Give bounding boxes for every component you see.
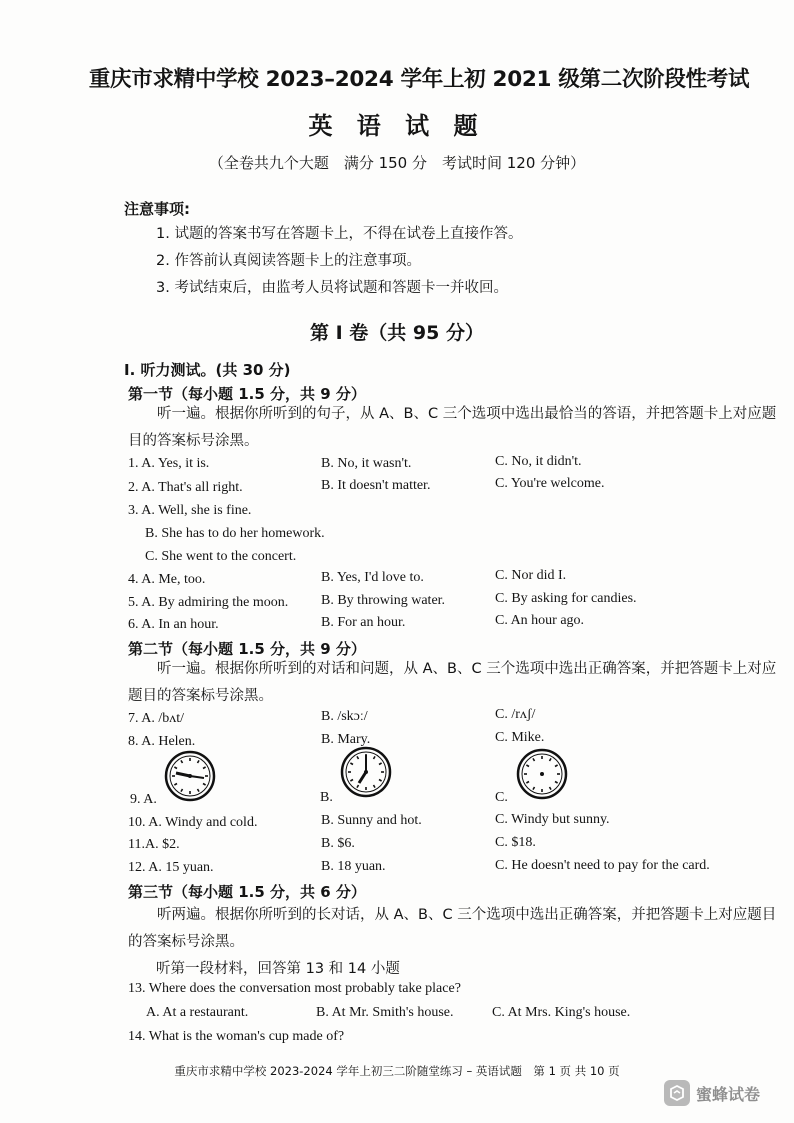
- option-b: B. Mary.: [321, 732, 371, 747]
- option-a: 3. A. Well, she is fine.: [128, 503, 252, 518]
- option-c: C. You're welcome.: [495, 476, 605, 491]
- option-c: C. Windy but sunny.: [495, 812, 610, 827]
- option-a: 12. A. 15 yuan.: [128, 860, 214, 875]
- option-c: C. /rʌʃ/: [495, 707, 536, 722]
- question-text: 14. What is the woman's cup made of?: [128, 1029, 345, 1044]
- option-a: 2. A. That's all right.: [128, 480, 243, 495]
- option-b: B. $6.: [321, 836, 355, 851]
- question-text: 13. Where does the conversation most probably take place?: [128, 981, 461, 996]
- option-b: B. She has to do her homework.: [145, 526, 325, 541]
- notice-item: 2. 作答前认真阅读答题卡上的注意事项。: [156, 253, 421, 269]
- notice-item: 1. 试题的答案书写在答题卡上，不得在试卷上直接作答。: [156, 226, 523, 242]
- option-a: 11.A. $2.: [128, 837, 180, 852]
- option-c: C. He doesn't need to pay for the card.: [495, 858, 710, 873]
- option-b: B.: [320, 790, 333, 805]
- option-a: A. At a restaurant.: [146, 1005, 249, 1020]
- option-b: B. /skɔː/: [321, 709, 368, 724]
- option-a: 4. A. Me, too.: [128, 572, 206, 587]
- option-c: C.: [495, 790, 508, 805]
- option-b: B. Yes, I'd love to.: [321, 570, 424, 585]
- subsection-heading: 第一节（每小题 1.5 分，共 9 分）: [128, 385, 366, 403]
- option-b: B. 18 yuan.: [321, 859, 386, 874]
- option-b: B. At Mr. Smith's house.: [316, 1005, 454, 1020]
- clock-icon: [516, 748, 568, 800]
- part-title: 第 I 卷（共 95 分）: [310, 322, 484, 344]
- option-b: B. Sunny and hot.: [321, 813, 422, 828]
- watermark: [664, 1080, 760, 1106]
- option-b: B. For an hour.: [321, 615, 406, 630]
- watermark-text: 蜜蜂试卷: [696, 1084, 761, 1104]
- page-footer: 重庆市求精中学校 2023-2024 学年上初三二阶随堂练习 – 英语试题 第 1 页 共 10 页: [174, 1064, 620, 1078]
- option-c: C. By asking for candies.: [495, 591, 637, 606]
- option-b: B. No, it wasn't.: [321, 456, 412, 471]
- instruction-text: 听两遍。根据你所听到的长对话，从 A、B、C 三个选项中选出正确答案，并把答题卡上对应题目的答案标号涂黑。: [128, 907, 777, 950]
- option-b: B. It doesn't matter.: [321, 478, 431, 493]
- subsection-heading: 第二节（每小题 1.5 分，共 9 分）: [128, 640, 366, 658]
- option-c: C. No, it didn't.: [495, 454, 582, 469]
- exam-title: 重庆市求精中学校 2023–2024 学年上初 2021 级第二次阶段性考试: [88, 67, 750, 92]
- option-c: C. Mike.: [495, 730, 545, 745]
- subsection-heading: 第三节（每小题 1.5 分，共 6 分）: [128, 883, 366, 901]
- option-a: 8. A. Helen.: [128, 734, 196, 749]
- option-a: 5. A. By admiring the moon.: [128, 595, 289, 610]
- option-c: C. An hour ago.: [495, 613, 585, 628]
- material-lead: 听第一段材料，回答第 13 和 14 小题: [156, 961, 400, 977]
- option-a: 7. A. /bʌt/: [128, 711, 185, 726]
- option-a: 10. A. Windy and cold.: [128, 815, 258, 830]
- option-a: 6. A. In an hour.: [128, 617, 219, 632]
- option-c: C. At Mrs. King's house.: [492, 1005, 631, 1020]
- option-a: 1. A. Yes, it is.: [128, 456, 210, 471]
- instruction-text: 听一遍。根据你所听到的对话和问题，从 A、B、C 三个选项中选出正确答案，并把答题卡上对应题目的答案标号涂黑。: [128, 661, 777, 704]
- subject-title: 英 语 试 题: [308, 112, 486, 140]
- bee-icon: [664, 1080, 690, 1106]
- notice-item: 3. 考试结束后，由监考人员将试题和答题卡一并收回。: [156, 280, 508, 296]
- option-a: 9. A.: [130, 792, 157, 807]
- notice-heading: 注意事项:: [124, 200, 190, 218]
- option-c: C. Nor did I.: [495, 568, 567, 583]
- option-b: B. By throwing water.: [321, 593, 446, 608]
- clock-icon: [340, 746, 392, 798]
- option-c: C. She went to the concert.: [145, 549, 297, 564]
- section-heading: I. 听力测试。(共 30 分): [124, 361, 291, 379]
- clock-icon: [164, 750, 216, 802]
- exam-info: （全卷共九个大题 满分 150 分 考试时间 120 分钟）: [208, 154, 586, 172]
- option-c: C. $18.: [495, 835, 536, 850]
- instruction-text: 听一遍。根据你所听到的句子，从 A、B、C 三个选项中选出最恰当的答语，并把答题卡上对应题目的答案标号涂黑。: [128, 406, 777, 449]
